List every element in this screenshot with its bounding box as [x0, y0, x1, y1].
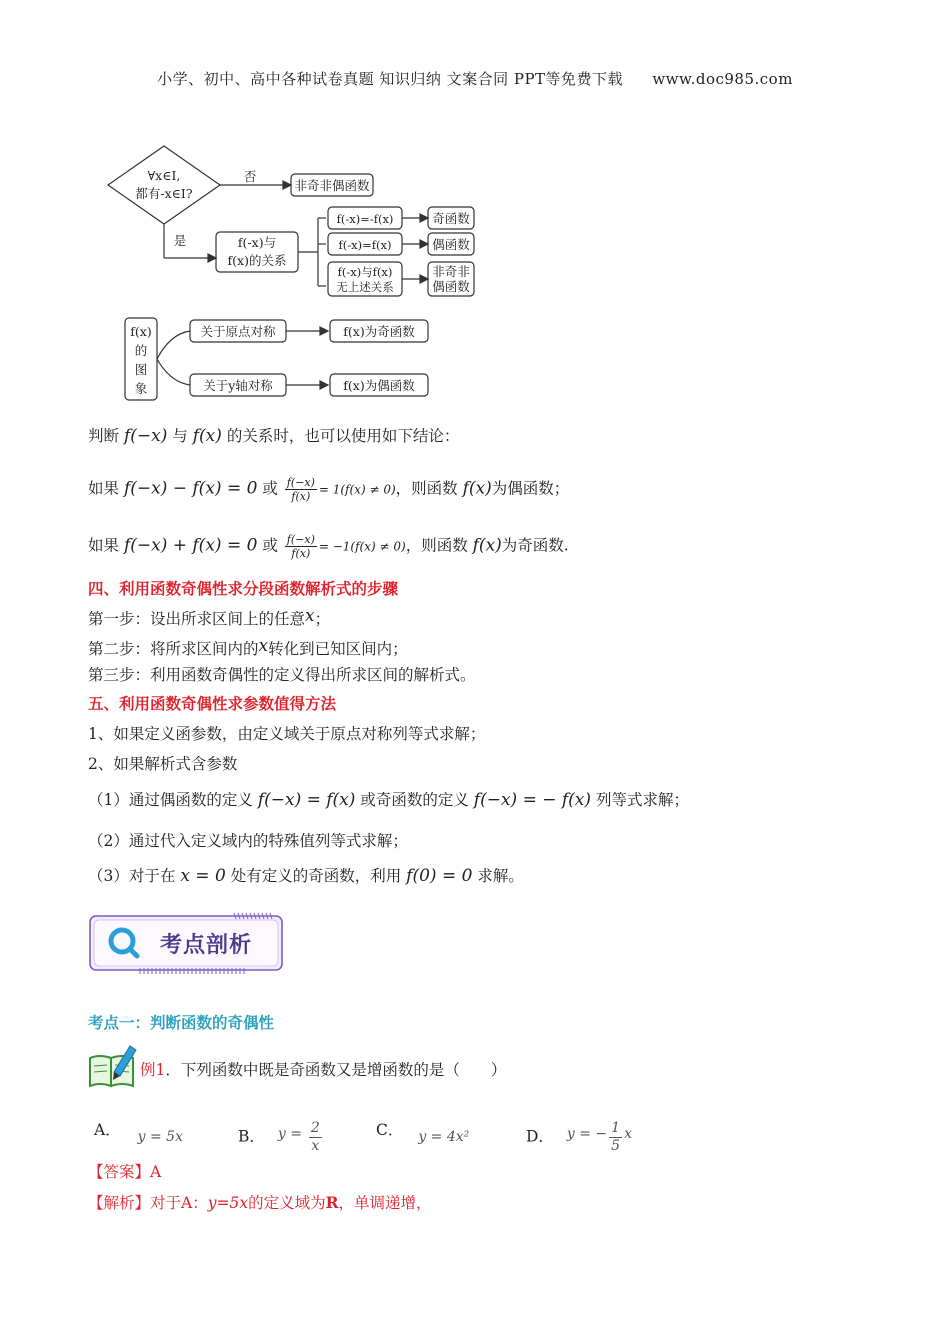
answer-line — [88, 1162, 161, 1182]
odd-suffix: 为奇函数. — [501, 536, 569, 555]
option-d[interactable] — [526, 1120, 632, 1155]
odd-conclusion — [88, 533, 569, 560]
sub3-eq2: f(0) = 0 — [406, 866, 473, 886]
step2-a: 第二步：将所求区间内的 — [88, 640, 259, 658]
res-odd-text2: f(x)为奇函数 — [343, 324, 415, 339]
even-equation: f(−x) − f(x) = 0 — [123, 478, 258, 499]
page-header — [0, 68, 950, 89]
cond-none-line2: 无上述关系 — [336, 280, 394, 294]
analysis-r: R — [325, 1193, 339, 1212]
odd-or: 或 — [262, 536, 278, 555]
section5-title: 五、利用函数奇偶性求参数值得方法 — [88, 694, 337, 713]
section5-item2: 2、如果解析式含参数 — [88, 755, 238, 773]
sub3-b: 处有定义的奇函数，利用 — [230, 867, 402, 885]
intro-c: 的关系时，也可以使用如下结论： — [226, 427, 460, 445]
step1-b: ； — [314, 610, 331, 628]
intro-a: 判断 — [88, 427, 120, 445]
option-d-fraction — [609, 1120, 622, 1155]
even-prefix: 如果 — [88, 479, 120, 498]
analysis-eq: y=5x — [207, 1194, 249, 1212]
section5-sub2: （2）通过代入定义域内的特殊值列等式求解； — [88, 832, 408, 850]
kaodian-title: 考点一：判断函数的奇偶性 — [88, 1013, 275, 1032]
even-num: f(−x) — [286, 476, 315, 489]
relation-line2: f(x)的关系 — [227, 253, 287, 268]
option-b-lhs: y = — [277, 1125, 302, 1142]
option-b-fraction — [309, 1120, 322, 1155]
answer-label: 【答案】 — [88, 1163, 151, 1181]
option-c-label: C． — [376, 1121, 404, 1139]
sub1-eq1: f(−x) = f(x) — [257, 790, 356, 810]
analysis-text-a: 对于A： — [150, 1194, 208, 1212]
sym-y-text: 关于y轴对称 — [203, 378, 273, 393]
option-d-num: 1 — [611, 1120, 621, 1136]
odd-fraction — [285, 533, 317, 560]
res-even-text: 偶函数 — [432, 237, 470, 252]
section-banner — [84, 910, 288, 976]
res-none-line2: 偶函数 — [432, 279, 470, 294]
option-b-label: B． — [238, 1127, 265, 1146]
option-a-formula: y = 5x — [137, 1129, 183, 1145]
step1-x: x — [305, 606, 315, 626]
analysis-text-c: ，单调递增， — [338, 1194, 432, 1212]
option-b-den: x — [311, 1138, 320, 1154]
graph-line4: 象 — [134, 381, 148, 396]
sub1-a: （1）通过偶函数的定义 — [88, 791, 253, 809]
step2-x: x — [258, 636, 269, 656]
domain-check-diamond — [108, 146, 220, 224]
sub3-a: （3）对于在 — [88, 867, 176, 885]
diamond-line2: 都有-x∈I? — [135, 186, 193, 201]
option-b[interactable] — [238, 1120, 324, 1155]
no-label: 否 — [243, 169, 257, 184]
section5-sub3 — [88, 866, 524, 886]
odd-equation: f(−x) + f(x) = 0 — [123, 535, 258, 556]
notebook-pen-icon — [86, 1042, 140, 1090]
sub1-c: 列等式求解； — [595, 791, 689, 809]
example-text: ．下列函数中既是奇函数又是增函数的是（ ） — [165, 1061, 507, 1079]
cond-even-text: f(-x)=f(x) — [338, 238, 392, 252]
neither-text: 非奇非偶函数 — [294, 178, 370, 193]
intro-f2: f(x) — [192, 426, 222, 446]
option-b-num: 2 — [310, 1120, 320, 1136]
header-text: 小学、初中、高中各种试卷真题 知识归纳 文案合同 PPT等免费下载 — [157, 70, 624, 88]
answer-value: A — [150, 1163, 162, 1181]
sub3-eq1: x = 0 — [180, 866, 226, 886]
section5-sub1 — [88, 790, 689, 810]
sub1-b: 或奇函数的定义 — [360, 791, 469, 809]
odd-num: f(−x) — [286, 533, 315, 546]
option-a[interactable] — [94, 1120, 183, 1145]
option-a-label: A． — [94, 1121, 121, 1139]
option-d-lhs: y = − — [566, 1125, 608, 1142]
header-url[interactable]: www.doc985.com — [652, 70, 793, 88]
relation-line1: f(-x)与 — [237, 235, 277, 250]
odd-fx: f(x) — [472, 535, 502, 556]
conclusion-intro — [88, 426, 459, 446]
option-d-label: D． — [526, 1127, 554, 1146]
option-c[interactable] — [376, 1120, 470, 1145]
section5-item1: 1、如果定义函参数，由定义域关于原点对称列等式求解； — [88, 725, 486, 743]
graph-symmetry-chart — [118, 312, 438, 402]
even-mid: ，则函数 — [395, 479, 458, 498]
sub3-c: 求解。 — [477, 867, 524, 885]
res-none-line1: 非奇非 — [432, 264, 470, 279]
even-conclusion — [88, 476, 569, 503]
odd-mid: ，则函数 — [405, 536, 468, 555]
even-suffix: 为偶函数； — [491, 479, 570, 498]
diamond-line1: ∀x∈I, — [147, 168, 181, 183]
example1 — [140, 1060, 506, 1080]
banner-title: 考点剖析 — [160, 933, 253, 958]
cond-none-line1: f(-x)与f(x) — [337, 265, 393, 279]
analysis-line — [88, 1193, 432, 1213]
section4-step2 — [88, 636, 408, 659]
cond-odd-text: f(-x)=-f(x) — [336, 212, 394, 226]
section4-title: 四、利用函数奇偶性求分段函数解析式的步骤 — [88, 579, 399, 598]
option-c-formula: y = 4x² — [418, 1129, 470, 1145]
even-rhs: = 1(f(x) ≠ 0) — [318, 482, 396, 497]
even-fraction — [285, 476, 317, 503]
yes-label: 是 — [173, 233, 187, 248]
even-den: f(x) — [291, 490, 311, 503]
analysis-text-b: 的定义域为 — [248, 1194, 326, 1212]
section4-step3: 第三步：利用函数奇偶性的定义得出所求区间的解析式。 — [88, 666, 476, 684]
odd-den: f(x) — [291, 547, 311, 560]
intro-f1: f(−x) — [123, 426, 168, 446]
graph-line3: 图 — [134, 362, 148, 377]
even-fx: f(x) — [462, 478, 492, 499]
parity-flowchart — [100, 140, 500, 302]
analysis-label: 【解析】 — [88, 1194, 151, 1212]
sub1-eq2: f(−x) = − f(x) — [473, 790, 592, 810]
even-or: 或 — [262, 479, 278, 498]
option-d-den: 5 — [611, 1138, 621, 1154]
res-odd-text: 奇函数 — [432, 211, 470, 226]
intro-b: 与 — [172, 427, 188, 445]
odd-rhs: = −1(f(x) ≠ 0) — [318, 539, 406, 554]
odd-prefix: 如果 — [88, 536, 120, 555]
option-d-rhs: x — [624, 1125, 632, 1142]
section4-step1 — [88, 606, 330, 629]
res-even-text2: f(x)为偶函数 — [343, 378, 415, 393]
step1-a: 第一步：设出所求区间上的任意 — [88, 610, 306, 628]
step2-b: 转化到已知区间内； — [268, 640, 408, 658]
graph-line2: 的 — [134, 343, 148, 358]
graph-line1: f(x) — [130, 324, 152, 339]
sym-origin-text: 关于原点对称 — [200, 324, 276, 339]
example-label: 例1 — [140, 1061, 166, 1079]
